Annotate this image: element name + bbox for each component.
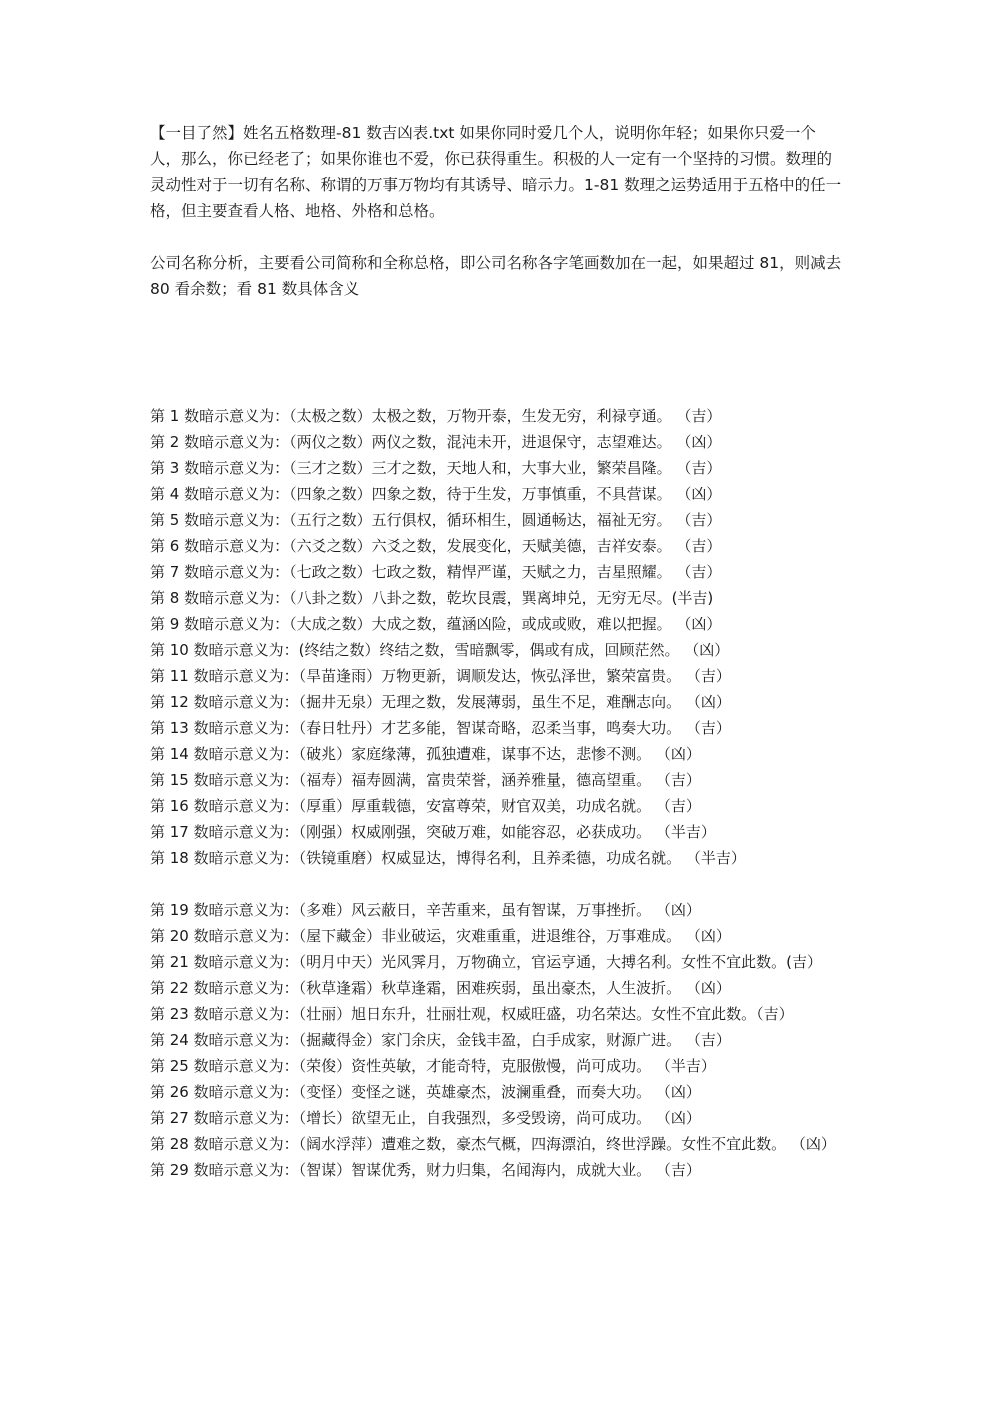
list-item: 第 23 数暗示意义为：（壮丽）旭日东升，壮丽壮观，权威旺盛，功名荣达。女性不宜此数。（吉）	[150, 1005, 794, 1023]
list-item: 第 12 数暗示意义为：（掘井无泉）无理之数，发展薄弱，虽生不足，难酬志向。 （凶）	[150, 693, 731, 711]
list-item: 第 13 数暗示意义为：（春日牡丹）才艺多能，智谋奇略，忍柔当事，鸣奏大功。 （吉）	[150, 719, 731, 737]
list-item: 第 20 数暗示意义为：（屋下藏金）非业破运，灾难重重，进退维谷，万事难成。 （凶）	[150, 927, 731, 945]
list-item: 第 28 数暗示意义为：（阔水浮萍）遭难之数，豪杰气概，四海漂泊，终世浮躁。女性不宜此数。 （凶）	[150, 1135, 836, 1153]
list-item: 第 11 数暗示意义为：（旱苗逢雨）万物更新，调顺发达，恢弘泽世，繁荣富贵。 （吉）	[150, 667, 731, 685]
intro-paragraph: 【一目了然】姓名五格数理-81 数吉凶表.txt 如果你同时爱几个人，说明你年轻；如果你只爱一个人，那么，你已经老了；如果你谁也不爱，你已获得重生。积极的人一定有一个坚持的习惯。数理的灵动性对于一切有名称、称谓的万事万物均有其诱导、暗示力。1-81 数理之运势适用于五格中的任一格，但主要查看人格、地格、外格和总格。	[150, 124, 842, 220]
list-item: 第 4 数暗示意义为：（四象之数）四象之数，待于生发，万事慎重，不具营谋。 （凶）	[150, 485, 722, 503]
list-item: 第 10 数暗示意义为：(终结之数）终结之数，雪暗飘零，偶或有成，回顾茫然。 （凶）	[150, 641, 730, 659]
list-item: 第 25 数暗示意义为：（荣俊）资性英敏，才能奇特，克服傲慢，尚可成功。 （半吉）	[150, 1057, 716, 1075]
list-item: 第 8 数暗示意义为：（八卦之数）八卦之数，乾坎艮震，巽离坤兑，无穷无尽。(半吉)	[150, 589, 714, 607]
list-item: 第 1 数暗示意义为：（太极之数）太极之数，万物开泰，生发无穷，利禄亨通。 （吉）	[150, 407, 722, 425]
number-meaning-list	[150, 403, 850, 1183]
list-item: 第 29 数暗示意义为：（智谋）智谋优秀，财力归集，名闻海内，成就大业。 （吉）	[150, 1161, 701, 1179]
list-item: 第 2 数暗示意义为：（两仪之数）两仪之数，混沌未开，进退保守，志望难达。 （凶）	[150, 433, 722, 451]
list-item: 第 22 数暗示意义为：（秋草逢霜）秋草逢霜，困难疾弱，虽出豪杰，人生波折。 （凶）	[150, 979, 731, 997]
list-item: 第 18 数暗示意义为：（铁镜重磨）权威显达，博得名利，且养柔德，功成名就。 （半吉）	[150, 849, 746, 867]
list-item: 第 16 数暗示意义为：（厚重）厚重载德，安富尊荣，财官双美，功成名就。 （吉）	[150, 797, 701, 815]
list-item: 第 24 数暗示意义为：（掘藏得金）家门余庆，金钱丰盈，白手成家，财源广进。 （吉）	[150, 1031, 731, 1049]
list-item: 第 7 数暗示意义为：（七政之数）七政之数，精悍严谨，天赋之力，吉星照耀。 （吉）	[150, 563, 722, 581]
list-item: 第 14 数暗示意义为：（破兆）家庭缘薄，孤独遭难，谋事不达，悲惨不测。 （凶）	[150, 745, 701, 763]
list-item: 第 15 数暗示意义为：（福寿）福寿圆满，富贵荣誉，涵养雅量，德高望重。 （吉）	[150, 771, 701, 789]
list-item: 第 27 数暗示意义为：（增长）欲望无止，自我强烈，多受毁谤，尚可成功。 （凶）	[150, 1109, 701, 1127]
list-item: 第 26 数暗示意义为：（变怪）变怪之谜，英雄豪杰，波澜重叠，而奏大功。 （凶）	[150, 1083, 701, 1101]
list-item: 第 5 数暗示意义为：（五行之数）五行俱权，循环相生，圆通畅达，福祉无穷。 （吉）	[150, 511, 722, 529]
company-note-paragraph: 公司名称分析，主要看公司简称和全称总格，即公司名称各字笔画数加在一起，如果超过 81，则减去 80 看余数；看 81 数具体含义	[150, 254, 842, 298]
list-item: 第 6 数暗示意义为：（六爻之数）六爻之数，发展变化，天赋美德，吉祥安泰。 （吉）	[150, 537, 722, 555]
list-item: 第 19 数暗示意义为：（多难）风云蔽日，辛苦重来，虽有智谋，万事挫折。 （凶）	[150, 901, 701, 919]
paragraph-gap	[150, 871, 850, 897]
list-item: 第 21 数暗示意义为：（明月中天）光风霁月，万物确立，官运亨通，大搏名利。女性不宜此数。(吉）	[150, 953, 822, 971]
list-item: 第 9 数暗示意义为：（大成之数）大成之数，蕴涵凶险，或成或败，难以把握。 （凶）	[150, 615, 722, 633]
list-item: 第 17 数暗示意义为：（刚强）权威刚强，突破万难，如能容忍，必获成功。 （半吉）	[150, 823, 716, 841]
list-item: 第 3 数暗示意义为：（三才之数）三才之数，天地人和，大事大业，繁荣昌隆。 （吉）	[150, 459, 722, 477]
